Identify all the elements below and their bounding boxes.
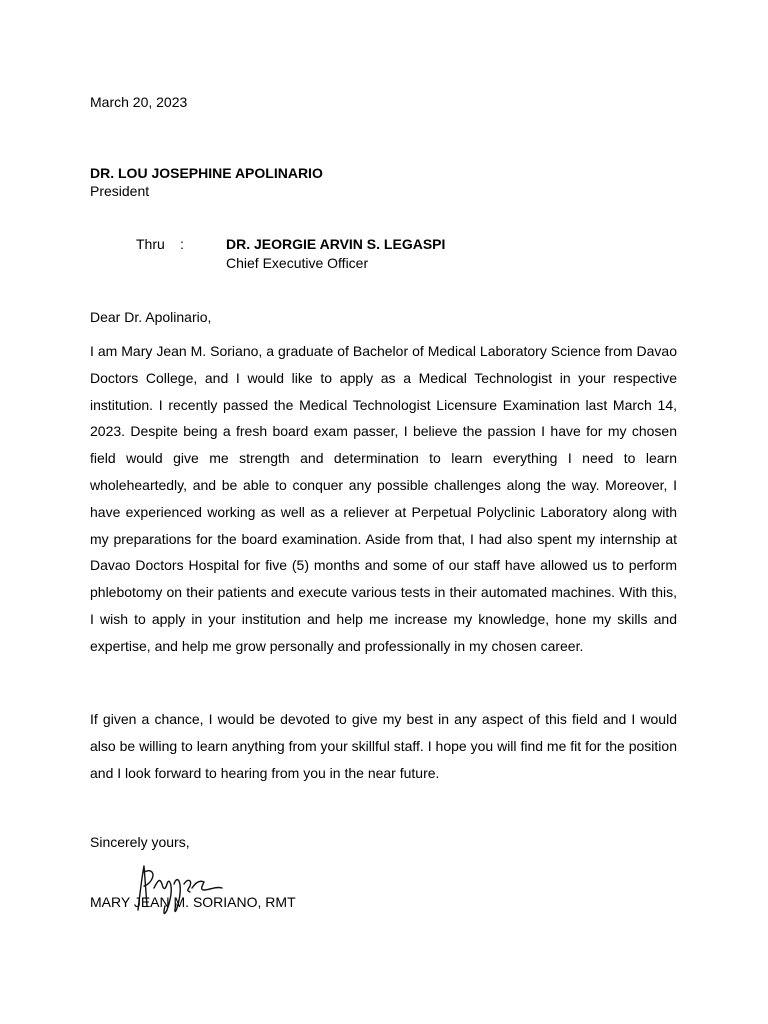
- thru-label: Thru: [136, 236, 165, 252]
- salutation: Dear Dr. Apolinario,: [90, 309, 212, 325]
- thru-name: DR. JEORGIE ARVIN S. LEGASPI: [226, 236, 446, 252]
- signer-name: MARY JEAN M. SORIANO, RMT: [90, 894, 296, 910]
- recipient-name: DR. LOU JOSEPHINE APOLINARIO: [90, 165, 323, 181]
- letter-date: March 20, 2023: [90, 94, 188, 110]
- thru-separator: :: [180, 236, 184, 252]
- closing: Sincerely yours,: [90, 834, 190, 850]
- recipient-title: President: [90, 183, 150, 199]
- body-paragraph-2: If given a chance, I would be devoted to give my best in any aspect of this field and I would also be willing to learn anything from your skillful staff. I hope you will find me fit for the position and I look forward to hearing from you in the near future.: [90, 711, 677, 781]
- body-paragraph-1: I am Mary Jean M. Soriano, a graduate of Bachelor of Medical Laboratory Science from Davao Doctors College, and I would like to apply as a Medical Technologist in your respective institution. I recently passed the Medical Technologist Licensure Examination last March 14, 2023. Despite being a fresh board exam passer, I believe the passion I have for my chosen field would give me strength and determination to learn everything I need to learn wholeheartedly, and be able to conquer any possible challenges along the way. Moreover, I have experienced working as well as a reliever at Perpetual Polyclinic Laboratory along with my preparations for the board examination. Aside from that, I had also spent my internship at Davao Doctors Hospital for five (5) months and some of our staff have allowed us to perform phlebotomy on their patients and execute various tests in their automated machines. With this, I wish to apply in your institution and help me increase my knowledge, hone my skills and expertise, and help me grow personally and professionally in my chosen career.: [90, 343, 677, 654]
- thru-title: Chief Executive Officer: [226, 255, 369, 271]
